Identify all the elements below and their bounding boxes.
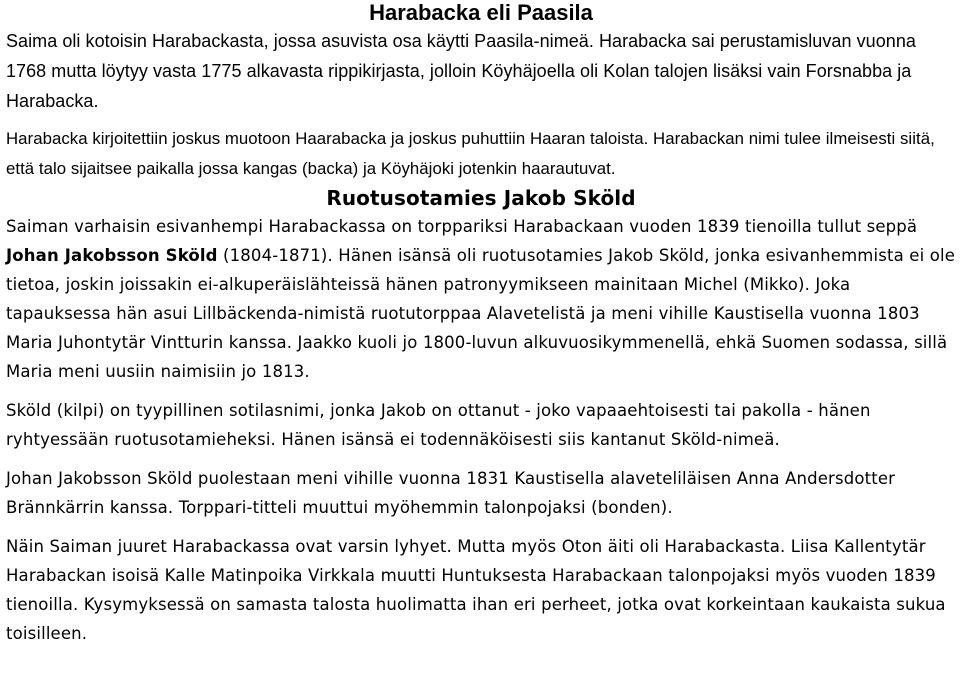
paragraph-name-origin: Harabacka kirjoitettiin joskus muotoon Haarabacka ja joskus puhuttiin Haaran taloista. Harabackan nimi tulee ilmeisesti siitä, että talo sijaitsee paikalla jossa kangas (backa) ja Köyhäjoki jotenkin haarautuvat. <box>6 129 935 178</box>
paragraph-johan-marriage: Johan Jakobsson Sköld puolestaan meni vihille vuonna 1831 Kaustisella alaveteliläisen Anna Andersdotter Brännkärrin kanssa. Torppari-titteli muuttui myöhemmin talonpojaksi (bonden). <box>6 469 896 517</box>
paragraph-history: Saima oli kotoisin Harabackasta, jossa asuvista osa käytti Paasila-nimeä. Harabacka sai perustamisluvan vuonna 1768 mutta löytyy vasta 1775 alkavasta rippikirjasta, jolloin Köyhäjoella oli Kolan talojen lisäksi vain Forsnabba ja Harabacka. <box>6 31 916 111</box>
document-page <box>6 0 956 648</box>
paragraph-text-part: Saiman varhaisin esivanhempi Harabackassa on torppariksi Harabackaan vuoden 1839 tienoilla tullut seppä <box>6 217 918 236</box>
section-title: Ruotusotamies Jakob Sköld <box>326 186 636 210</box>
bold-person-name: Johan Jakobsson Sköld <box>6 246 218 265</box>
paragraph-skold-name: Sköld (kilpi) on tyypillinen sotilasnimi, jonka Jakob on ottanut - joko vapaaehtoisesti tai pakolla - hänen ryhtyessään ruotusotamieheksi. Hänen isänsä ei todennäköisesti siis kantanut Sköld-nimeä. <box>6 401 871 449</box>
paragraph-text-part: (1804-1871). Hänen isänsä oli ruotusotamies Jakob Sköld, jonka esivanhemmista ei ole tietoa, joskin joissakin ei-alkuperäislähteissä hänen patronyymikseen mainitaan Michel (Mikko). Joka tapauksessa hän asui Lillbäckenda-nimistä ruotutorppaa Alavetelistä ja meni vihille Kaustisella vuonna 1803 Maria Juhontytär Vintturin kanssa. Jaakko kuoli jo 1800-luvun alkuvuosikymmenellä, ehkä Suomen sodassa, sillä Maria meni uusiin naimisiin jo 1813. <box>6 246 955 381</box>
paragraph-jakob-skold <box>6 212 956 386</box>
paragraph-saima-roots: Näin Saiman juuret Harabackassa ovat varsin lyhyet. Mutta myös Oton äiti oli Harabackasta. Liisa Kallentytär Harabackan isoisä Kalle Matinpoika Virkkala muutti Huntuksesta Harabackaan talonpojaksi myös vuoden 1839 tienoilla. Kysymyksessä on samasta talosta huolimatta ihan eri perheet, jotka ovat korkeintaan kaukaista sukua toisilleen. <box>6 537 946 643</box>
page-title: Harabacka eli Paasila <box>369 0 593 25</box>
